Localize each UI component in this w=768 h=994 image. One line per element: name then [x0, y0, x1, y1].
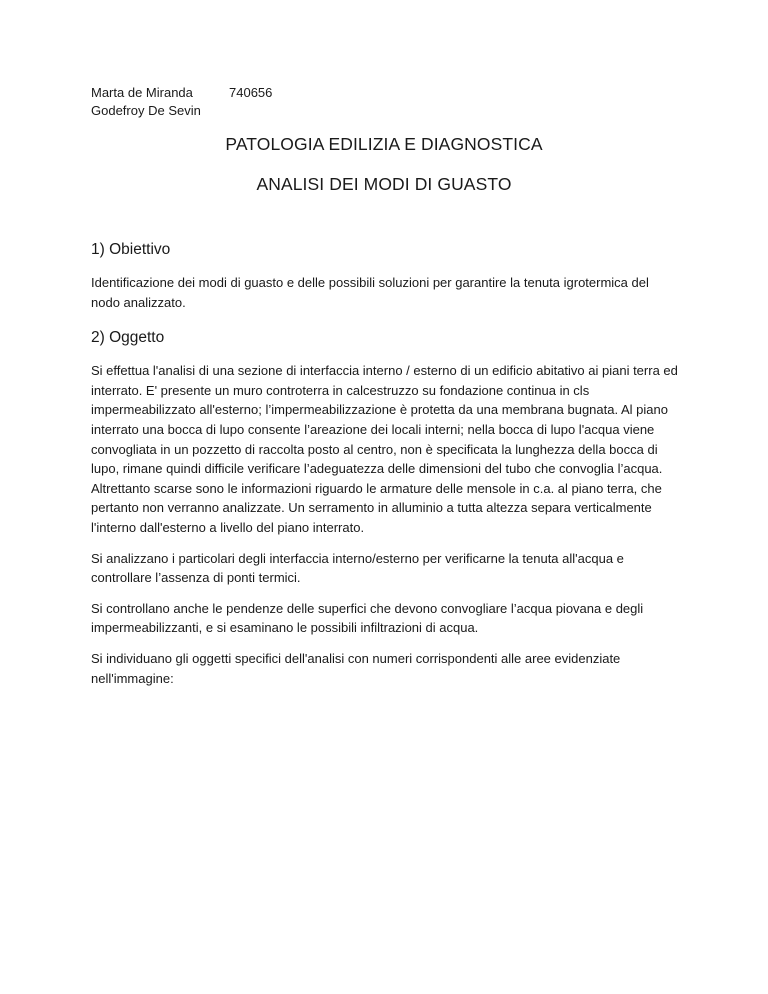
- author-names: [91, 84, 201, 120]
- section-obiettivo: [91, 240, 681, 312]
- student-id: 740656: [229, 85, 273, 100]
- paragraph: Identificazione dei modi di guasto e delle possibili soluzioni per garantire la tenuta igrotermica del nodo analizzato.: [91, 275, 649, 310]
- document-subtitle: ANALISI DEI MODI DI GUASTO: [256, 174, 512, 194]
- section-oggetto: [91, 328, 681, 688]
- section-heading: 2) Oggetto: [91, 329, 165, 347]
- author-name: Godefroy De Sevin: [91, 103, 201, 118]
- document-body: [91, 240, 681, 699]
- section-heading: 1) Obiettivo: [91, 241, 171, 258]
- paragraph: Si controllano anche le pendenze delle superfici che devono convogliare l’acqua piovana e degli impermeabilizzanti, e si esaminano le possibili infiltrazioni di acqua.: [91, 600, 644, 636]
- paragraph: Si analizzano i particolari degli interfaccia interno/esterno per verificarne la tenuta all'acqua e controllare l’assenza di ponti termici.: [91, 550, 624, 586]
- author-name: Marta de Miranda: [91, 85, 193, 100]
- document-title: PATOLOGIA EDILIZIA E DIAGNOSTICA: [225, 134, 543, 154]
- paragraph: Si effettua l'analisi di una sezione di interfaccia interno / esterno di un edificio abitativo ai piani terra ed interrato. E' presente un muro controterra in calcestruzzo su fondazione continua in cls impermeabilizzato all'esterno; l’impermeabilizzazione è protetta da una membrana bugnata. Al piano interrato una bocca di lupo consente l’areazione dei locali interni; nella bocca di lupo l'acqua viene convogliata in un pozzetto di raccolta posto al centro, non è specificata la lunghezza della bocca di lupo, rimane quindi difficile verificare l’adeguatezza delle dimensioni del tubo che convoglia l’acqua. Altrettanto scarse sono le informazioni riguardo le armature delle mensole in c.a. al piano terra, che pertanto non verranno analizzate. Un serramento in alluminio a tutta altezza separa verticalmente l'interno dall'esterno a livello del piano interrato.: [91, 363, 678, 535]
- paragraph: Si individuano gli oggetti specifici dell'analisi con numeri corrispondenti alle aree evidenziate nell'immagine:: [91, 650, 621, 686]
